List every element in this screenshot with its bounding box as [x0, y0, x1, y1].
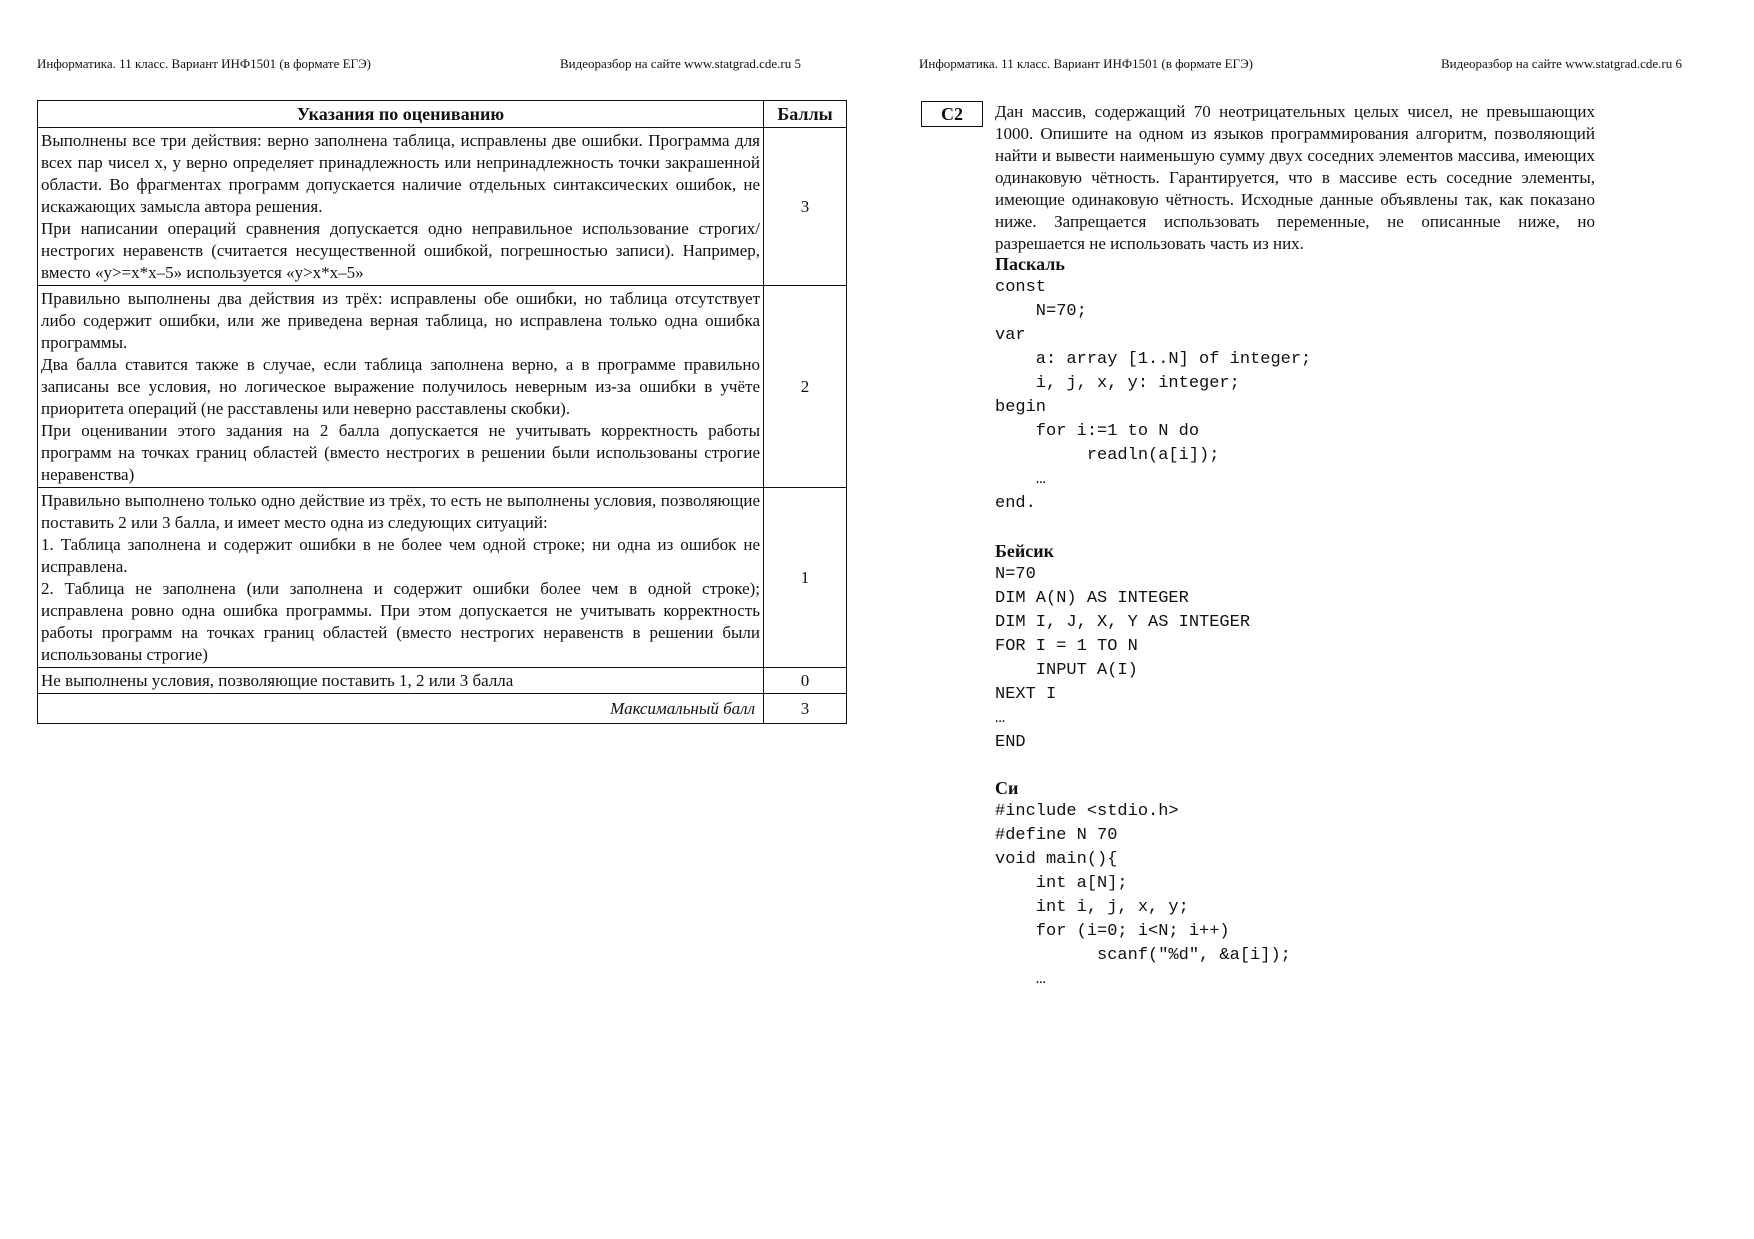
- right-header-title: Информатика. 11 класс. Вариант ИНФ1501 (в формате ЕГЭ): [919, 56, 1253, 71]
- criteria-paragraph: 1. Таблица заполнена и содержит ошибки в не более чем одной строке; ни одна из ошибок не исправлена.: [41, 535, 760, 576]
- left-header-site: Видеоразбор на сайте www.statgrad.cde.ru 5: [560, 56, 801, 71]
- max-score-value: 3: [764, 694, 847, 724]
- score-criteria: [38, 668, 764, 694]
- points-column-header: Баллы: [764, 101, 847, 128]
- score-criteria: [38, 286, 764, 488]
- pascal-code: const N=70; var a: array [1..N] of integer; i, j, x, y: integer; begin for i:=1 to N do readln(a[i]); … end.: [995, 278, 1312, 513]
- score-row-2: [38, 286, 847, 488]
- scoring-table-body: [38, 128, 847, 724]
- basic-heading: Бейсик: [995, 541, 1054, 561]
- criteria-column-header: Указания по оцениванию: [38, 101, 764, 128]
- score-points: 2: [764, 286, 847, 488]
- score-criteria: [38, 488, 764, 668]
- criteria-paragraph: Не выполнены условия, позволяющие поставить 1, 2 или 3 балла: [41, 671, 514, 690]
- score-points: 1: [764, 488, 847, 668]
- max-score-row: [38, 694, 847, 724]
- left-header-title: Информатика. 11 класс. Вариант ИНФ1501 (в формате ЕГЭ): [37, 56, 371, 71]
- pascal-heading: Паскаль: [995, 254, 1065, 274]
- score-points: 0: [764, 668, 847, 694]
- scoring-table: [37, 100, 847, 724]
- c-heading: Си: [995, 778, 1019, 798]
- right-header-site: Видеоразбор на сайте www.statgrad.cde.ru 6: [1441, 56, 1682, 71]
- criteria-paragraph: Два балла ставится также в случае, если таблица заполнена верно, а в программе правильно записаны все условия, но логическое выражение получилось неверным из-за ошибки в учёте приоритета операций (не расставлены или неверно расставлены скобки).: [41, 355, 760, 418]
- max-score-label: Максимальный балл: [38, 694, 764, 724]
- score-row-0: [38, 668, 847, 694]
- score-criteria: [38, 128, 764, 286]
- basic-code: N=70 DIM A(N) AS INTEGER DIM I, J, X, Y AS INTEGER FOR I = 1 TO N INPUT A(I) NEXT I … END: [995, 565, 1251, 752]
- criteria-paragraph: Правильно выполнены два действия из трёх: исправлены обе ошибки, но таблица отсутствует либо содержит ошибки, или же приведена верная таблица, но исправлена только одна ошибка программы.: [41, 289, 760, 352]
- score-row-3: [38, 128, 847, 286]
- criteria-paragraph: При оценивании этого задания на 2 балла допускается не учитывать корректность работы программ на точках границ областей (вместо нестрогих в решении были использованы строгие неравенства): [41, 421, 760, 484]
- c-code: #include <stdio.h> #define N 70 void main(){ int a[N]; int i, j, x, y; for (i=0; i<N; i++) scanf("%d", &a[i]); …: [995, 802, 1291, 989]
- right-page: [877, 0, 1754, 1239]
- task-statement: Дан массив, содержащий 70 неотрицательных целых чисел, не превышающих 1000. Опишите на одном из языков программирования алгоритм, позволяющий найти и вывести наименьшую сумму двух соседних элементов массива, имеющих одинаковую чётность. Гарантируется, что в массиве есть соседние элементы, имеющие одинаковую чётность. Исходные данные объявлены так, как показано ниже. Запрещается использовать переменные, не описанные ниже, но разрешается не использовать часть из них.: [995, 102, 1595, 253]
- score-points: 3: [764, 128, 847, 286]
- criteria-paragraph: При написании операций сравнения допускается одно неправильное использование строгих/нестрогих неравенств (считается несущественной ошибкой, погрешностью записи). Например, вместо «y>=x*x–5» используется «y>x*x–5»: [41, 219, 760, 282]
- task-number-box: C2: [921, 101, 983, 127]
- score-row-1: [38, 488, 847, 668]
- criteria-paragraph: Выполнены все три действия: верно заполнена таблица, исправлены две ошибки. Программа для всех пар чисел x, y верно определяет принадлежность или непринадлежность точки закрашенной области. Во фрагментах программ допускается наличие отдельных синтаксических ошибок, не искажающих замысла автора решения.: [41, 131, 760, 216]
- criteria-paragraph: 2. Таблица не заполнена (или заполнена и содержит ошибки более чем в одной строке); исправлена ровно одна ошибка программы. При этом допускается не учитывать корректность работы программ на точках границ областей (вместо нестрогих неравенств в решении были использованы строгие): [41, 579, 760, 664]
- criteria-paragraph: Правильно выполнено только одно действие из трёх, то есть не выполнены условия, позволяющие поставить 2 или 3 балла, и имеет место одна из следующих ситуаций:: [41, 491, 760, 532]
